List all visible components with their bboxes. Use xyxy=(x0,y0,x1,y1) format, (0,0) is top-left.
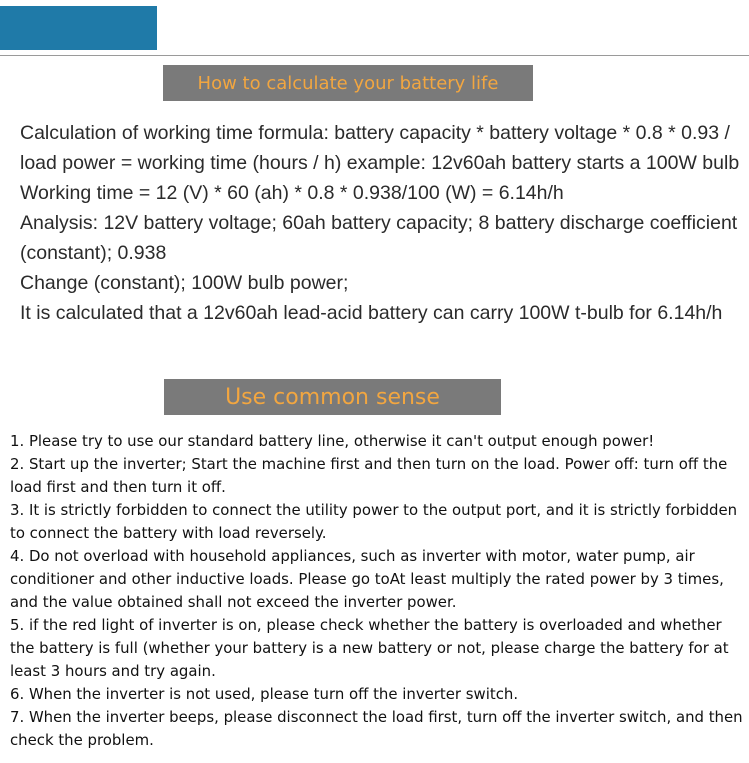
formula-line: Analysis: 12V battery voltage; 60ah battery capacity; 8 battery discharge coefficient (constant); 0.938 xyxy=(20,212,738,264)
rules-list xyxy=(10,430,749,752)
rule-item: 4. Do not overload with household appliances, such as inverter with motor, water pump, air conditioner and other inductive loads. Please go toAt least multiply the rated power by 3 times, and the value obtained shall not exceed the inverter power. xyxy=(10,547,724,611)
rule-item: 5. if the red light of inverter is on, please check whether the battery is overloaded and whether the battery is full (whether your battery is a new battery or not, please charge the battery for at least 3 hours and try again. xyxy=(10,616,729,680)
battery-life-title: How to calculate your battery life xyxy=(197,72,499,94)
formula-line: Change (constant); 100W bulb power; xyxy=(20,272,349,294)
formula-line: Calculation of working time formula: battery capacity * battery voltage * 0.8 * 0.93 / load power = working time (hours / h) example: 12v60ah battery starts a 100W bulb xyxy=(20,122,740,174)
header-tab-block xyxy=(0,6,157,50)
rule-item: 3. It is strictly forbidden to connect the utility power to the output port, and it is strictly forbidden to connect the battery with load reversely. xyxy=(10,501,738,542)
rule-item: 7. When the inverter beeps, please disconnect the load first, turn off the inverter switch, and then check the problem. xyxy=(10,708,743,749)
battery-life-banner xyxy=(163,65,533,101)
common-sense-title: Use common sense xyxy=(225,384,440,410)
formula-line: Working time = 12 (V) * 60 (ah) * 0.8 * 0.938/100 (W) = 6.14h/h xyxy=(20,182,564,204)
rule-item: 2. Start up the inverter; Start the machine first and then turn on the load. Power off: turn off the load first and then turn it off. xyxy=(10,455,728,496)
header-divider xyxy=(0,55,749,56)
formula-section xyxy=(20,118,746,328)
rule-item: 1. Please try to use our standard battery line, otherwise it can't output enough power! xyxy=(10,432,655,450)
formula-line: It is calculated that a 12v60ah lead-acid battery can carry 100W t-bulb for 6.14h/h xyxy=(20,302,723,324)
rule-item: 6. When the inverter is not used, please turn off the inverter switch. xyxy=(10,685,519,703)
common-sense-banner xyxy=(164,379,501,415)
